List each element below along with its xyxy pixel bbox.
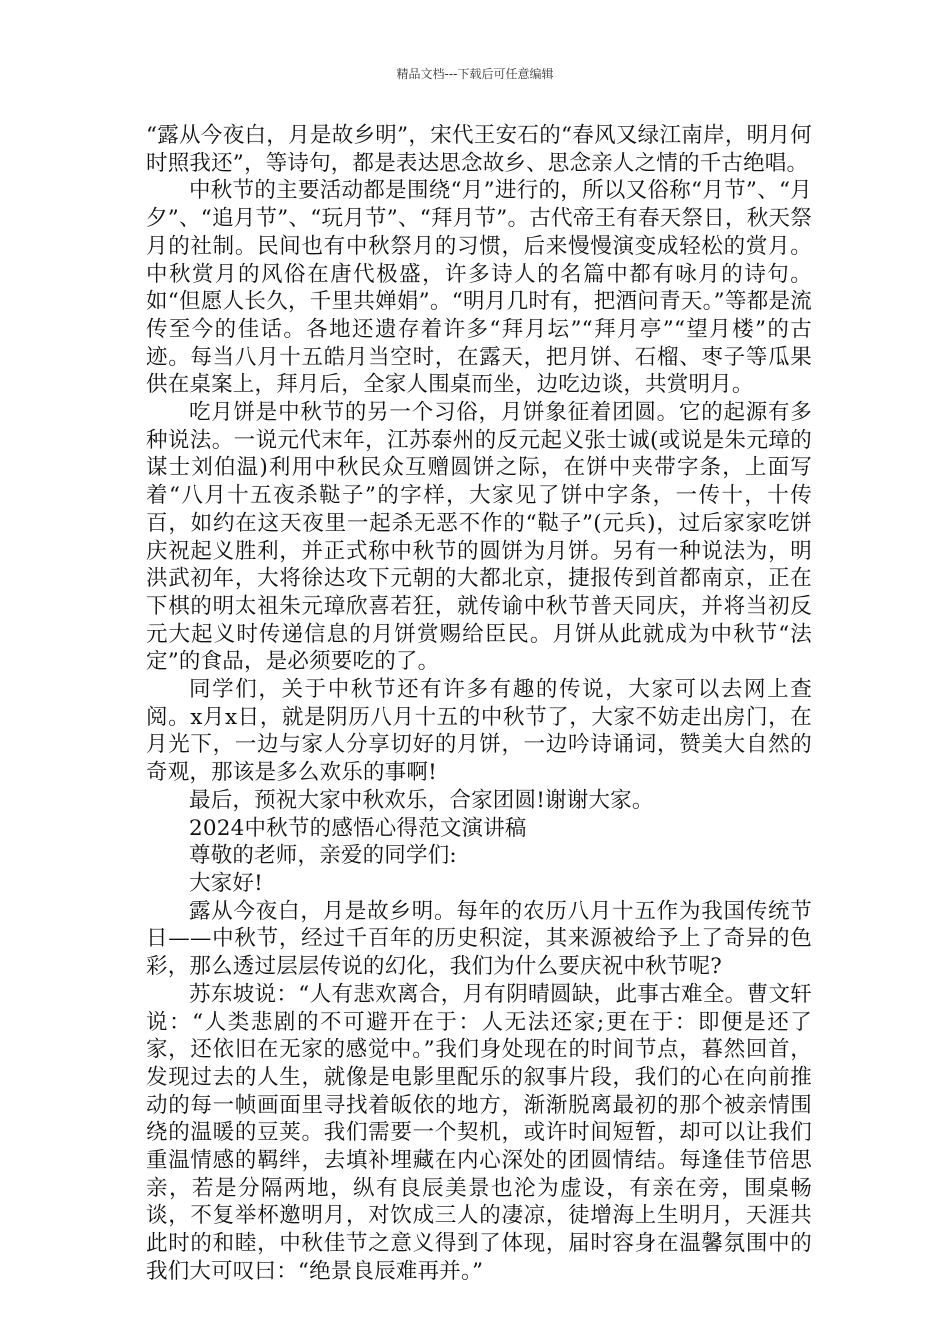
page-header: 精品文档---下载后可任意编辑 [396, 67, 554, 81]
document-body [146, 122, 812, 1286]
speech-title: 2024中秋节的感悟心得范文演讲稿 [189, 815, 527, 841]
paragraph-10: 苏东坡说：“人有悲欢离合，月有阴晴圆缺，此事古难全。曹文轩说：“人类悲剧的不可避开在于：人无法还家;更在于：即便是还了家，还依旧在无家的感觉中。”我们身处现在的时间节点，暮然回首，发现过去的人生，就像是电影里配乐的叙事片段，我们的心在向前推动的每一帧画面里寻找着皈依的地方，渐渐脱离最初的那个被亲情围绕的温暖的豆荚。我们需要一个契机，或许时间短暂，却可以让我们重温情感的羁绊，去填补埋藏在内心深处的团圆情结。每逢佳节倍思亲，若是分隔两地，纵有良辰美景也沦为虚设，有亲在旁，围桌畅谈，不复举杯邀明月，对饮成三人的凄凉，徒增海上生明月，天涯共此时的和睦，中秋佳节之意义得到了体现，届时容身在温馨氛围中的我们大可叹曰：“绝景良辰难再并。” [146, 981, 812, 1284]
paragraph-9: 露从今夜白，月是故乡明。每年的农历八月十五作为我国传统节日——中秋节，经过千百年的历史积淀，其来源被给予上了奇异的色彩，那么透过层层传说的幻化，我们为什么要庆祝中秋节呢? [146, 898, 812, 980]
paragraph-2: 中秋节的主要活动都是围绕“月”进行的，所以又俗称“月节”、“月夕”、“追月节”、“玩月节”、“拜月节”。古代帝王有春天祭日，秋天祭月的社制。民间也有中秋祭月的习惯，后来慢慢演变成轻松的赏月。中秋赏月的风俗在唐代极盛，许多诗人的名篇中都有咏月的诗句。如“但愿人长久，千里共婵娟”。“明月几时有，把酒问青天。”等都是流传至今的佳话。各地还遗存着许多“拜月坛”“拜月亭”“望月楼”的古迹。每当八月十五皓月当空时，在露天，把月饼、石榴、枣子等瓜果供在桌案上，拜月后，全家人围桌而坐，边吃边谈，共赏明月。 [146, 178, 812, 398]
greeting: 大家好! [189, 870, 263, 896]
salutation: 尊敬的老师，亲爱的同学们: [189, 843, 457, 869]
paragraph-3: 吃月饼是中秋节的另一个习俗，月饼象征着团圆。它的起源有多种说法。一说元代末年，江苏泰州的反元起义张士诚(或说是朱元璋的谋士刘伯温)利用中秋民众互赠圆饼之际，在饼中夹带字条，上面写着“八月十五夜杀鞑子”的字样，大家见了饼中字条，一传十，十传百，如约在这天夜里一起杀无恶不作的“鞑子”(元兵)，过后家家吃饼庆祝起义胜利，并正式称中秋节的圆饼为月饼。另有一种说法为，明洪武初年，大将徐达攻下元朝的大都北京，捷报传到首都南京，正在下棋的明太祖朱元璋欣喜若狂，就传谕中秋节普天同庆，并将当初反元大起义时传递信息的月饼赏赐给臣民。月饼从此就成为中秋节“法定”的食品，是必须要吃的了。 [146, 400, 812, 675]
paragraph-5: 最后，预祝大家中秋欢乐，合家团圆!谢谢大家。 [189, 787, 654, 813]
paragraph-4: 同学们，关于中秋节还有许多有趣的传说，大家可以去网上查阅。x月x日，就是阴历八月十五的中秋节了，大家不妨走出房门，在月光下，一边与家人分享切好的月饼，一边吟诗诵词，赞美大自然的奇观，那该是多么欢乐的事啊! [146, 677, 812, 786]
paragraph-1: “露从今夜白，月是故乡明”，宋代王安石的“春风又绿江南岸，明月何时照我还”，等诗句，都是表达思念故乡、思念亲人之情的千古绝唱。 [146, 123, 812, 176]
